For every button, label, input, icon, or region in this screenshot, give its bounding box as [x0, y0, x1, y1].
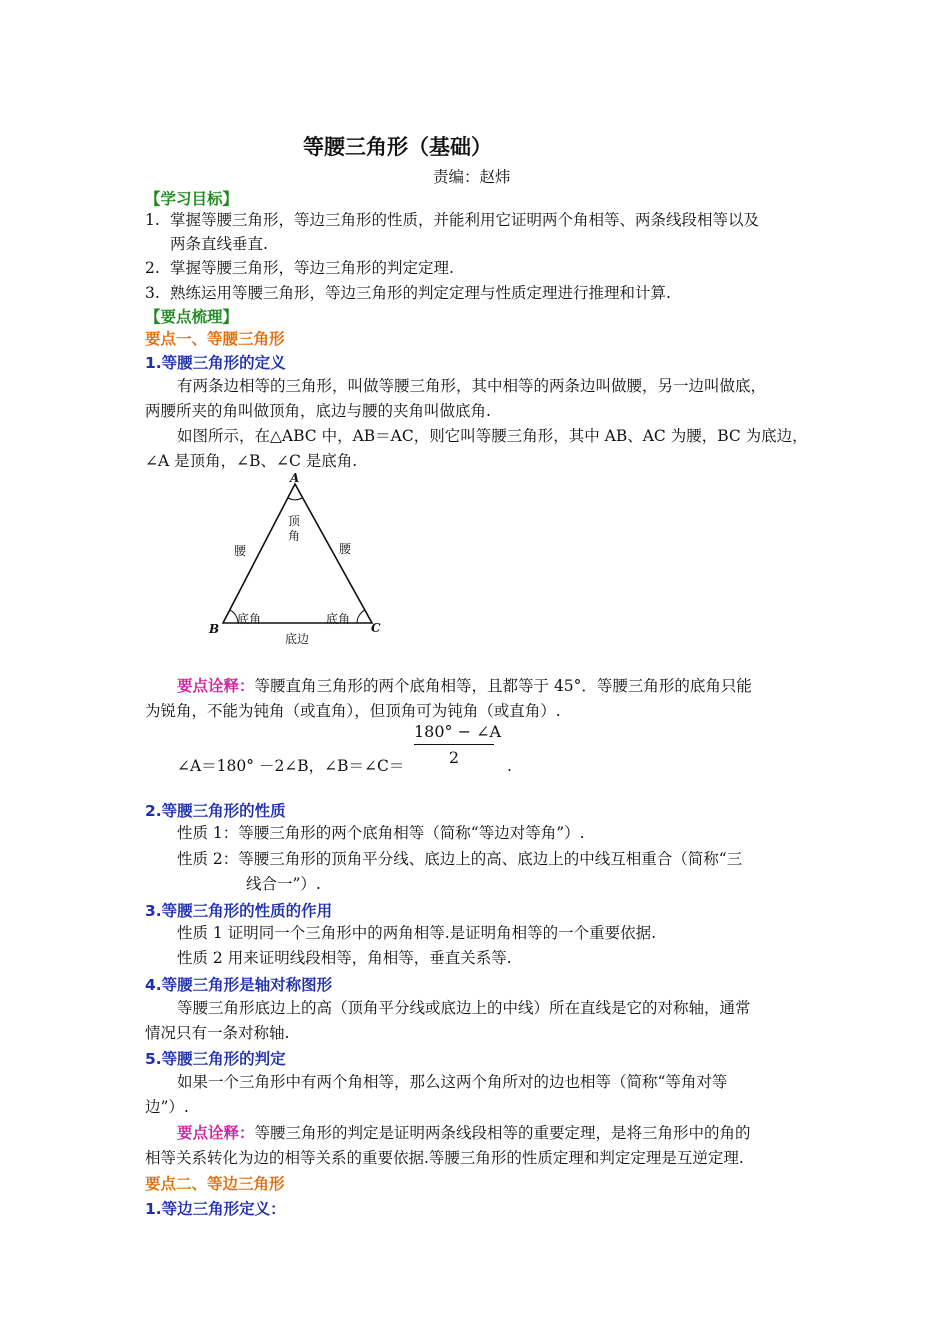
note-2-line1: [177, 1123, 751, 1143]
note-1-line2: 为锐角，不能为钝角（或直角），但顶角可为钝角（或直角）.: [145, 702, 561, 720]
triangle-diagram: [205, 470, 395, 650]
note-1-label: 要点诠释：: [177, 677, 255, 695]
goals-heading: 【学习目标】: [145, 190, 239, 208]
section-6-heading: 1.等边三角形定义：: [145, 1200, 286, 1218]
page-title: 等腰三角形（基础）: [303, 135, 492, 159]
point1-heading: 要点一、等腰三角形: [145, 330, 285, 348]
property-2-line2: 线合一”）.: [246, 875, 321, 893]
left-leg-label: 腰: [234, 544, 247, 558]
apex-angle-char-2: 角: [288, 529, 301, 543]
section-5-heading: 5.等腰三角形的判定: [145, 1050, 286, 1068]
apex-angle-char-1: 顶: [288, 514, 301, 528]
note-2-label: 要点诠释：: [177, 1124, 255, 1142]
formula-period: .: [507, 757, 512, 775]
symmetry-line1: 等腰三角形底边上的高（顶角平分线或底边上的中线）所在直线是它的对称轴，通常: [177, 999, 751, 1017]
note-2-line2: 相等关系转化为边的相等关系的重要依据.等腰三角形的性质定理和判定定理是互逆定理.: [145, 1149, 744, 1167]
section-3-heading: 3.等腰三角形的性质的作用: [145, 902, 333, 920]
goal-2-line1: 掌握等腰三角形，等边三角形的判定定理.: [170, 259, 454, 277]
right-leg-label: 腰: [339, 542, 352, 556]
property-use-2: 性质 2 用来证明线段相等，角相等，垂直关系等.: [177, 949, 512, 967]
isosceles-triangle-figure: [205, 470, 395, 650]
goal-3-number: 3.: [145, 284, 160, 302]
goal-1-number: 1.: [145, 211, 160, 229]
figure-explanation-line2: ∠A 是顶角，∠B、∠C 是底角.: [145, 452, 358, 470]
section-1-heading: 1.等腰三角形的定义: [145, 354, 286, 372]
goal-1-line2: 两条直线垂直.: [170, 235, 268, 253]
vertex-a-label: A: [290, 471, 300, 485]
symmetry-line2: 情况只有一条对称轴.: [145, 1024, 290, 1042]
summary-heading: 【要点梳理】: [145, 308, 239, 326]
note-1-text-a: 等腰直角三角形的两个底角相等，且都等于 45°．等腰三角形的底角只能: [254, 677, 752, 695]
vertex-b-label: B: [209, 622, 220, 636]
property-1: 性质 1：等腰三角形的两个底角相等（简称“等边对等角”）.: [177, 824, 585, 842]
point2-heading: 要点二、等边三角形: [145, 1175, 285, 1193]
goal-1-line1: 掌握等腰三角形，等边三角形的性质，并能利用它证明两个角相等、两条线段相等以及: [170, 211, 760, 229]
angle-fraction: [414, 722, 502, 767]
criterion-line1: 如果一个三角形中有两个角相等，那么这两个角所对的边也相等（简称“等角对等: [177, 1073, 728, 1091]
note-2-text-a: 等腰三角形的判定是证明两条线段相等的重要定理，是将三角形中的角的: [254, 1124, 751, 1142]
criterion-line2: 边”）.: [145, 1098, 189, 1116]
angle-formula: ∠A＝180° －2∠B，∠B＝∠C＝: [177, 757, 405, 775]
definition-paragraph-line1: 有两条边相等的三角形，叫做等腰三角形，其中相等的两条边叫做腰，另一边叫做底，: [177, 377, 767, 395]
property-use-1: 性质 1 证明同一个三角形中的两角相等.是证明角相等的一个重要依据.: [177, 924, 657, 942]
vertex-c-label: C: [371, 621, 381, 635]
fraction-denominator: 2: [448, 748, 460, 767]
fraction-numerator: 180° − ∠A: [414, 722, 494, 745]
section-2-heading: 2.等腰三角形的性质: [145, 802, 286, 820]
figure-explanation-line1: 如图所示，在△ABC 中，AB＝AC，则它叫等腰三角形，其中 AB、AC 为腰，BC 为底边，: [177, 427, 808, 445]
apex-angle-arc: [288, 498, 302, 500]
right-base-angle-label: 底角: [326, 612, 351, 626]
goal-2-number: 2.: [145, 259, 160, 277]
apex-angle-label: [288, 514, 300, 544]
left-base-angle-label: 底角: [237, 612, 262, 626]
section-4-heading: 4.等腰三角形是轴对称图形: [145, 976, 333, 994]
property-2-line1: 性质 2：等腰三角形的顶角平分线、底边上的高、底边上的中线互相重合（简称“三: [177, 850, 743, 868]
base-label: 底边: [285, 632, 310, 646]
definition-paragraph-line2: 两腰所夹的角叫做顶角，底边与腰的夹角叫做底角.: [145, 402, 491, 420]
goal-3-line1: 熟练运用等腰三角形，等边三角形的判定定理与性质定理进行推理和计算.: [170, 284, 671, 302]
right-base-angle-arc: [357, 610, 365, 623]
editor-credit: 责编：赵炜: [433, 168, 511, 186]
note-1-line1: [177, 676, 752, 696]
